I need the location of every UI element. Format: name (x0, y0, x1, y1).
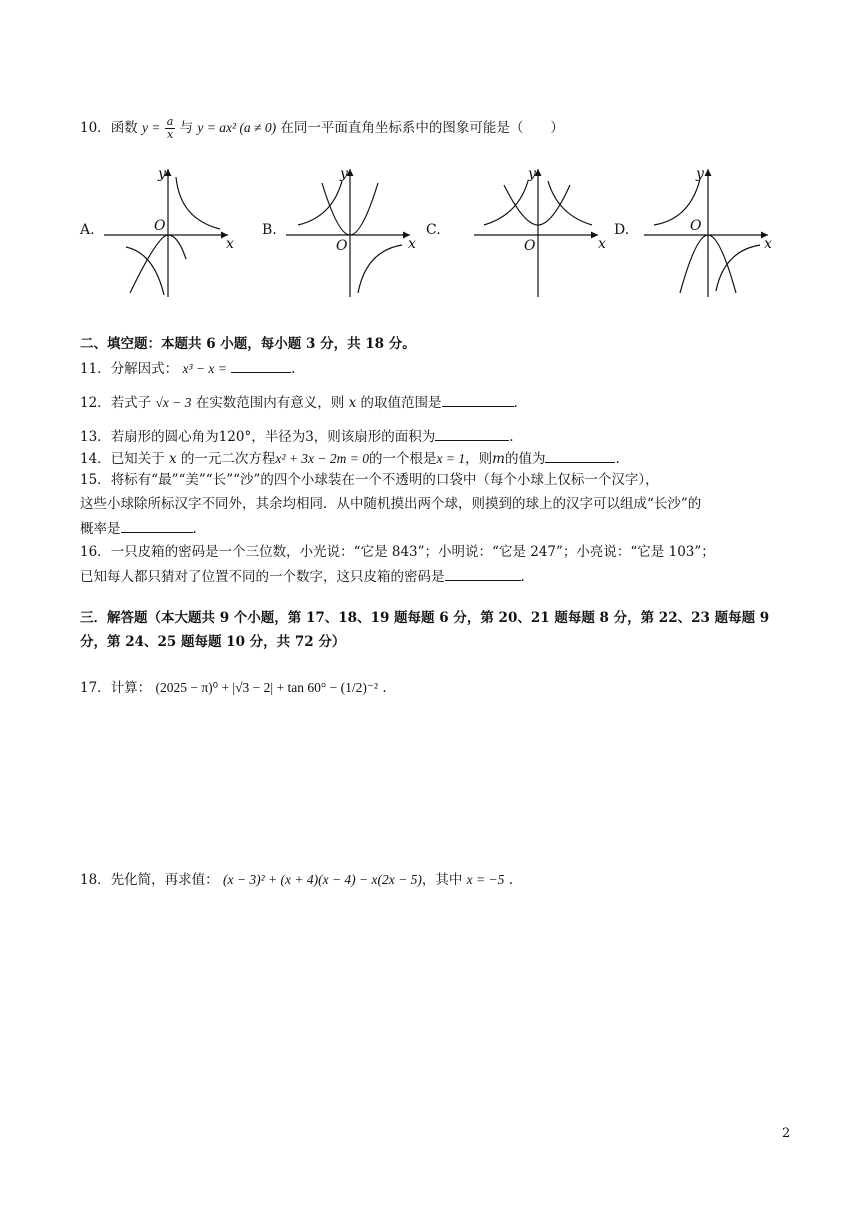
question-text: 已知每人都只猜对了位置不同的一个数字，这只皮箱的密码是 (80, 569, 445, 585)
period: . (509, 429, 514, 445)
option-d-graph[interactable] (640, 163, 780, 303)
expression: √x − 3 (155, 395, 192, 410)
question-text: 分解因式： (110, 361, 179, 377)
question-12 (80, 392, 518, 413)
expression: x² + 3x − 2m = 0 (275, 451, 370, 466)
question-text: 在实数范围内有意义，则 (195, 395, 345, 411)
period: . (291, 361, 296, 377)
answer-blank[interactable] (442, 392, 514, 407)
question-number: 12． (80, 395, 111, 411)
question-14 (80, 448, 620, 469)
x-axis-label: x (226, 236, 234, 252)
question-text: 的取值范围是 (360, 395, 442, 411)
question-text: 的一个根是 (369, 451, 437, 467)
question-text: 一只皮箱的密码是一个三位数，小光说：“它是 843”；小明说：“它是 247”；小亮说：“它是 103”； (110, 544, 715, 560)
expression: x = −5 (466, 872, 505, 887)
question-17 (80, 678, 387, 698)
answer-blank[interactable] (435, 426, 509, 441)
section-2-heading: 二、填空题：本题共 6 小题，每小题 3 分，共 18 分。 (80, 336, 416, 352)
question-text: ，其中 (421, 872, 463, 888)
question-text: 已知关于 (110, 451, 165, 467)
question-number: 13． (80, 429, 111, 445)
question-18 (80, 870, 513, 890)
question-text: 的值为 (504, 451, 546, 467)
question-10 (80, 116, 564, 141)
y-axis-label: y (696, 166, 704, 182)
equation-parabola: y = ax² (a ≠ 0) (197, 120, 277, 135)
question-text: 与 (179, 120, 194, 136)
answer-blank[interactable] (545, 448, 615, 463)
page-number: 2 (782, 1126, 791, 1141)
option-a-graph[interactable] (100, 163, 240, 303)
option-b-label[interactable]: B. (262, 222, 277, 238)
expression: (2025 − π)⁰ + |√3 − 2| + tan 60° − (1/2)⁻² (155, 680, 379, 695)
expression: (x − 3)² + (x + 4)(x − 4) − x(2x − 5) (222, 872, 422, 887)
question-number: 14． (80, 451, 111, 467)
option-c-graph[interactable] (470, 163, 610, 303)
question-text: 的一元二次方程 (180, 451, 276, 467)
question-text: 将标有“最”“美”“长”“沙”的四个小球装在一个不透明的口袋中（每个小球上仅标一个汉字）， (110, 472, 659, 488)
question-number: 17． (80, 680, 111, 696)
question-13 (80, 426, 514, 447)
question-text: 若式子 (110, 395, 152, 411)
fraction-a-over-x (165, 116, 176, 141)
variable: x (168, 451, 177, 467)
answer-blank[interactable] (121, 518, 193, 533)
answer-blank[interactable] (445, 566, 521, 581)
variable: x (348, 395, 357, 411)
question-text: 在同一平面直角坐标系中的图象可能是（ ） (280, 120, 564, 136)
period: . (192, 521, 197, 537)
question-number: 10． (80, 120, 111, 136)
option-b-graph[interactable] (282, 163, 422, 303)
option-d-label[interactable]: D. (614, 222, 630, 238)
question-11 (80, 358, 295, 379)
origin-label: O (336, 238, 348, 254)
period: . (615, 451, 620, 467)
y-axis-label: y (158, 166, 166, 182)
origin-label: O (690, 218, 702, 234)
expression: x = 1 (436, 451, 466, 466)
question-number: 15． (80, 472, 111, 488)
section-3-heading-line-1: 三．解答题（本大题共 9 个小题，第 17、18、19 题每题 6 分，第 20、21 题每题 8 分，第 22、23 题每题 9 (80, 610, 770, 626)
question-15-line-3 (80, 518, 197, 539)
question-text: 先化简，再求值： (110, 872, 219, 888)
y-axis-label: y (340, 166, 348, 182)
period: . (520, 569, 525, 585)
question-text: 概率是 (80, 521, 121, 537)
question-16-line-1 (80, 542, 715, 562)
question-number: 11． (80, 361, 111, 377)
x-axis-label: x (764, 236, 772, 252)
origin-label: O (524, 238, 536, 254)
question-15-line-1 (80, 470, 659, 490)
answer-blank[interactable] (231, 358, 291, 373)
option-c-label[interactable]: C. (426, 222, 441, 238)
origin-label: O (154, 218, 166, 234)
question-number: 16． (80, 544, 111, 560)
period: . (513, 395, 518, 411)
option-a-label[interactable]: A. (80, 222, 95, 238)
question-text: 函数 (110, 120, 138, 136)
question-15-line-2: 这些小球除所标汉字不同外，其余均相同．从中随机摸出两个球，则摸到的球上的汉字可以组成“长沙”的 (80, 496, 702, 512)
equation-lhs: y = (141, 120, 161, 135)
question-number: 18． (80, 872, 111, 888)
period: . (508, 872, 513, 888)
question-text: ，则 (465, 451, 493, 467)
section-3-heading-line-2: 分，第 24、25 题每题 10 分，共 72 分） (80, 634, 346, 650)
question-text: 计算： (110, 680, 152, 696)
fraction-numerator: a (166, 115, 174, 128)
x-axis-label: x (598, 236, 606, 252)
period: . (382, 680, 387, 696)
fraction-denominator: x (166, 128, 174, 141)
question-text: 若扇形的圆心角为120°，半径为3，则该扇形的面积为 (110, 429, 436, 445)
variable: m (492, 451, 505, 467)
x-axis-label: x (408, 236, 416, 252)
expression: x³ − x = (182, 361, 227, 376)
y-axis-label: y (528, 166, 536, 182)
question-16-line-2 (80, 566, 525, 587)
